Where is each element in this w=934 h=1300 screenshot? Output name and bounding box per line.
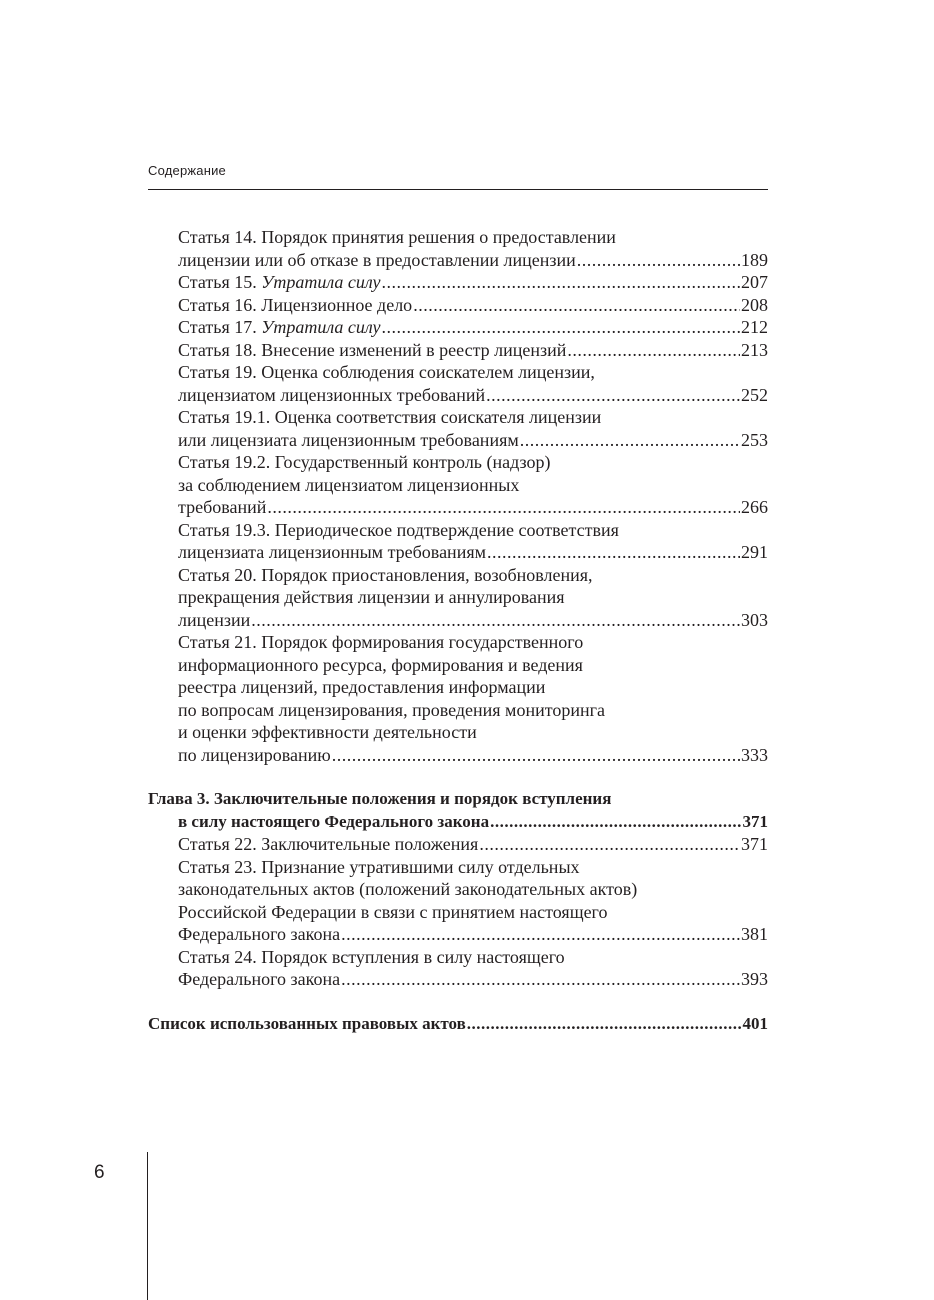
dot-leader: [479, 833, 740, 856]
toc-entry-chapter3[interactable]: [148, 811, 768, 834]
toc-entry-art15[interactable]: [148, 271, 768, 294]
toc-entry-art18[interactable]: [148, 339, 768, 362]
toc-entry-art22[interactable]: [148, 833, 768, 856]
toc-art21-line5: и оценки эффективности деятельности: [178, 722, 477, 742]
toc-page-number: 371: [741, 834, 768, 854]
section-gap: [148, 991, 768, 1013]
header-divider: [148, 189, 768, 190]
toc-art14-line1: Статья 14. Порядок принятия решения о предоставлении: [178, 227, 616, 247]
dot-leader: [413, 294, 740, 317]
toc-art20-line1: Статья 20. Порядок приостановления, возобновления,: [178, 564, 593, 585]
dot-leader: [267, 496, 740, 519]
toc-entry-art19[interactable]: [148, 384, 768, 407]
toc-art19-3-line1: Статья 19.3. Периодическое подтверждение соответствия: [178, 519, 619, 540]
toc-page-number: 189: [741, 249, 768, 270]
toc-art21-line1: Статья 21. Порядок формирования государственного: [178, 632, 584, 652]
toc-art19-1-line1: Статья 19.1. Оценка соответствия соискателя лицензии: [178, 407, 602, 427]
toc-entry-art24[interactable]: [148, 968, 768, 991]
toc-art20-line2: прекращения действия лицензии и аннулирования: [178, 587, 565, 607]
dot-leader: [490, 811, 741, 834]
dot-leader: [467, 1013, 742, 1036]
toc-page-number: 381: [741, 924, 768, 944]
toc-art19-2-line2: за соблюдением лицензиатом лицензионных: [178, 474, 520, 495]
page-number: 6: [94, 1162, 105, 1183]
toc-entry-text: [178, 271, 381, 294]
dot-leader: [251, 609, 740, 632]
toc-art19-3-line2: лицензиата лицензионным требованиям: [178, 542, 486, 562]
toc-entry-art17[interactable]: [148, 316, 768, 339]
toc-art19-2-line3: требований: [178, 497, 267, 517]
toc-art21-line3: реестра лицензий, предоставления информации: [178, 677, 546, 697]
toc-chapter3-line1: Глава 3. Заключительные положения и порядок вступления: [148, 789, 612, 808]
toc-entry-art21[interactable]: [148, 744, 768, 767]
dot-leader: [567, 339, 740, 362]
toc-art23-line3: Российской Федерации в связи с принятием настоящего: [178, 901, 608, 922]
toc-art15-prefix: Статья 15.: [178, 272, 257, 292]
toc-page-number: 333: [741, 744, 768, 765]
dot-leader: [520, 429, 740, 452]
toc-page-number: 208: [741, 294, 768, 315]
dot-leader: [577, 249, 740, 272]
toc-art22-text: Статья 22. Заключительные положения: [178, 834, 479, 854]
dot-leader: [332, 744, 740, 767]
toc-entry-art14[interactable]: [148, 249, 768, 272]
toc-entry-art19-2[interactable]: [148, 496, 768, 519]
toc-sources-text: Список использованных правовых актов: [148, 1013, 466, 1033]
toc-entry-art20[interactable]: [148, 609, 768, 632]
section-gap: [148, 766, 768, 788]
toc-page-number: 401: [742, 1013, 768, 1033]
toc-entry-art23[interactable]: [148, 923, 768, 946]
toc-page-number: 393: [741, 969, 768, 989]
toc-art14-line2: лицензии или об отказе в предоставлении лицензии: [178, 249, 576, 270]
toc-art19-1-line2: или лицензиата лицензионным требованиям: [178, 429, 519, 450]
toc-art24-line2: Федерального закона: [178, 969, 341, 989]
margin-divider: [147, 1152, 148, 1300]
table-of-contents: [148, 226, 768, 1035]
toc-art19-2-line1: Статья 19.2. Государственный контроль (надзор): [178, 452, 551, 472]
toc-art15-status: Утратила силу: [261, 272, 381, 292]
dot-leader: [382, 271, 740, 294]
toc-art18-text: Статья 18. Внесение изменений в реестр лицензий: [178, 339, 567, 360]
toc-art24-line1: Статья 24. Порядок вступления в силу настоящего: [178, 946, 565, 967]
toc-art21-line2: информационного ресурса, формирования и ведения: [178, 654, 583, 675]
dot-leader: [341, 923, 740, 946]
toc-art17-prefix: Статья 17.: [178, 317, 257, 337]
dot-leader: [341, 968, 740, 991]
toc-art17-status: Утратила силу: [261, 317, 381, 337]
toc-page-number: 213: [741, 339, 768, 360]
toc-entry-sources[interactable]: [148, 1013, 768, 1036]
toc-entry-art19-1[interactable]: [148, 429, 768, 452]
toc-page-number: 253: [741, 429, 768, 450]
toc-page-number: 207: [741, 272, 768, 292]
toc-page-number: 291: [741, 542, 768, 562]
dot-leader: [487, 541, 740, 564]
toc-entry-art19-3[interactable]: [148, 541, 768, 564]
toc-page-number: 266: [741, 497, 768, 517]
toc-art19-line2: лицензиатом лицензионных требований: [178, 384, 486, 405]
toc-page-number: 252: [741, 384, 768, 405]
toc-art21-line6: по лицензированию: [178, 744, 331, 765]
toc-art16-text: Статья 16. Лицензионное дело: [178, 294, 413, 315]
toc-page-number: 371: [742, 811, 768, 831]
toc-art19-line1: Статья 19. Оценка соблюдения соискателем лицензии,: [178, 362, 595, 382]
toc-entry-text: [178, 316, 381, 339]
toc-entry-art16[interactable]: [148, 294, 768, 317]
toc-art20-line3: лицензии: [178, 609, 251, 630]
toc-art23-line1: Статья 23. Признание утратившими силу отдельных: [178, 856, 580, 877]
dot-leader: [486, 384, 740, 407]
toc-page-number: 212: [741, 317, 768, 337]
toc-art23-line2: законодательных актов (положений законодательных актов): [178, 879, 638, 899]
toc-page-number: 303: [741, 609, 768, 630]
running-header-title: Содержание: [148, 163, 226, 178]
toc-art21-line4: по вопросам лицензирования, проведения мониторинга: [178, 699, 605, 720]
toc-chapter3-line2: в силу настоящего Федерального закона: [178, 811, 490, 831]
dot-leader: [382, 316, 740, 339]
toc-art23-line4: Федерального закона: [178, 924, 341, 944]
